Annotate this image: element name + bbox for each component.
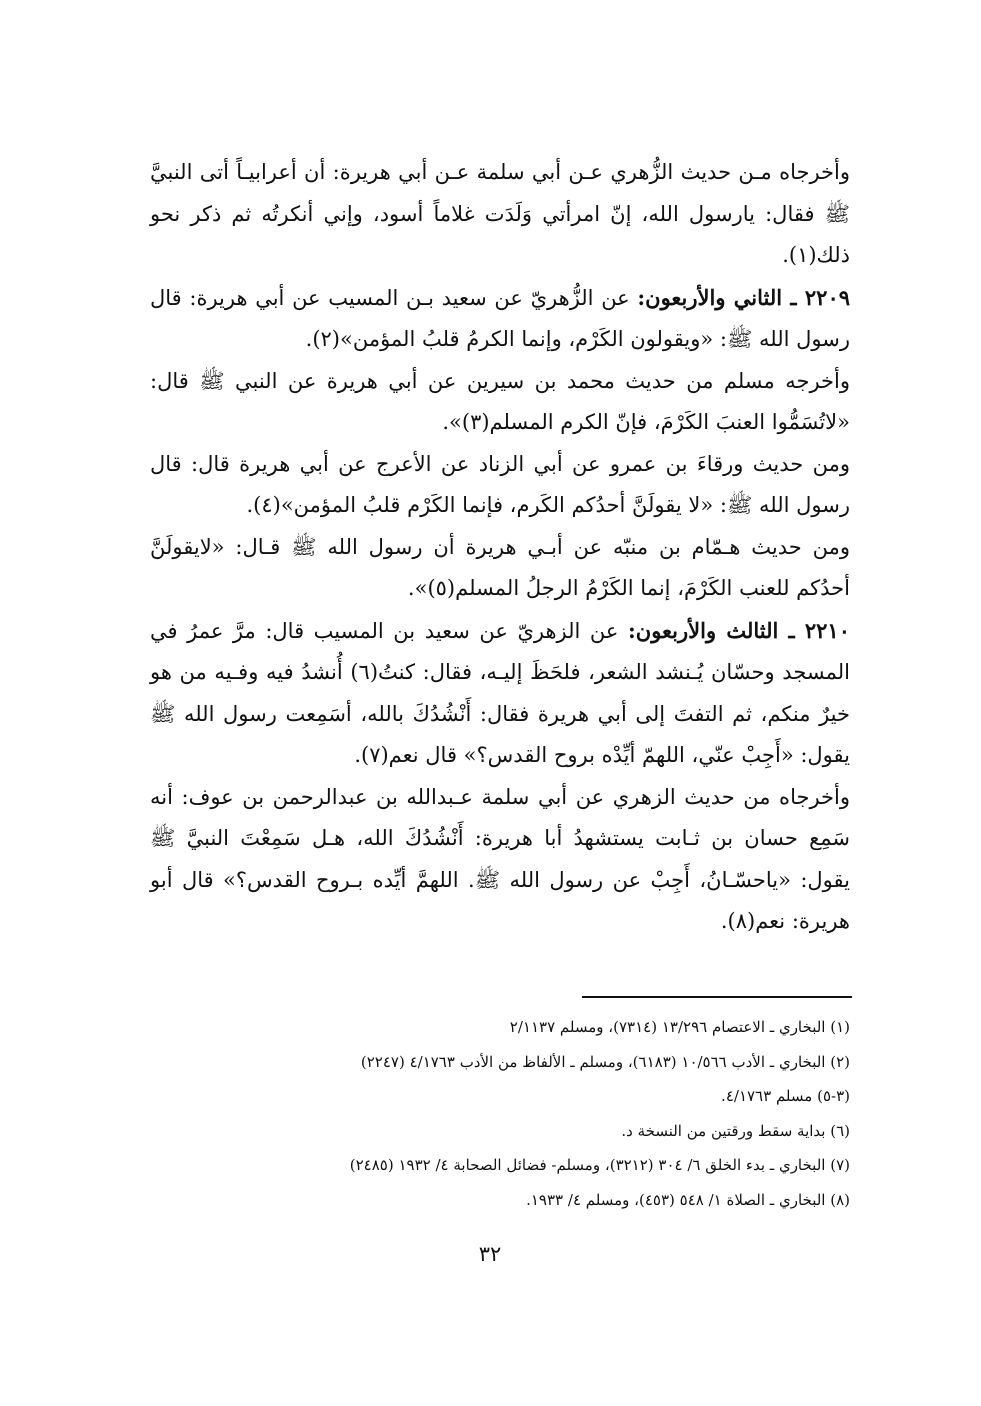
footnote-6: (٦) بداية سقط ورقتين من النسخة د.	[621, 1121, 850, 1140]
footnotes	[150, 1010, 850, 1217]
footnote-8: (٨) البخاري ـ الصلاة ١/ ٥٤٨ (٤٥٣)، ومسلم ٤/ ١٩٣٣.	[526, 1190, 850, 1209]
hadith-2209-text: عن الزُّهريّ عن سعيد بـن المسيب عن أبي هريرة: قال رسول الله ﷺ: «ويقولون الكَرْم، وإنما الكرمُ قلبُ المؤمن»(٢).	[150, 285, 850, 351]
page-number: ٣٢	[478, 1242, 502, 1266]
footnote-7: (٧) البخاري ـ بدء الخلق ٦/ ٣٠٤ (٣٢١٢)، ومسلم- فضائل الصحابة ٤/ ١٩٣٢ (٢٤٨٥)	[349, 1156, 850, 1174]
paragraph-bukhari-muslim-arabi: وأخرجاه مـن حديث الزُّهري عـن أبي سلمة عـن أبي هريرة: أن أعرابيـاً أتى النبيَّ ﷺ فقال: يارسول الله، إنّ امرأتي وَلَدَت غلاماً أسود، وإني أنكرتُه ثم ذكر نحو ذلك(١).	[150, 160, 850, 267]
footnote-1: (١) البخاري ـ الاعتصام ١٣/٢٩٦ (٧٣١٤)، ومسلم ٢/١١٣٧	[509, 1018, 850, 1036]
footnote-separator	[582, 996, 852, 998]
hadith-2210-heading: ٢٢١٠ ـ الثالث والأربعون:	[628, 617, 850, 643]
footnote-3-5: (٣-٥) مسلم ٤/١٧٦٣.	[721, 1087, 850, 1105]
paragraph-warqa: ومن حديث ورقاءَ بن عمرو عن أبي الزناد عن الأعرج عن أبي هريرة قال: قال رسول الله ﷺ: «لا يقولَنَّ أحدُكم الكَرم، فإنما الكَرْم قلبُ المؤمن»(٤).	[150, 451, 850, 517]
paragraph-hammam: ومن حديث هـمّام بن منبّه عن أبـي هريرة أن رسول الله ﷺ قـال: «لايقولَنَّ أحدُكم للعنب الكَرْمَ، إنما الكَرْمُ الرجلُ المسلم(٥)».	[150, 534, 850, 600]
footnote-2: (٢) البخاري ـ الأدب ١٠/٥٦٦ (٦١٨٣)، ومسلم ـ الألفاظ من الأدب ٤/١٧٦٣ (٢٢٤٧)	[360, 1052, 850, 1071]
paragraph-hassan: وأخرجاه من حديث الزهري عن أبي سلمة عـبدالله بن عبدالرحمن بن عوف: أنه سَمِع حسان بن ثـابت يستشهدُ أبا هريرة: أَنْشُدُكَ الله، هـل سَمِعْتَ النبيَّ ﷺ يقول: «ياحسّـانُ، أَجِبْ عن رسول الله ﷺ. اللهمَّ أيِّده بـروح القدس؟» قال أبو هريرة: نعم(٨).	[150, 784, 850, 933]
hadith-2210-text: عن الزهريّ عن سعيد بن المسيب قال: مرَّ عمرُ في المسجد وحسّان يُـنشد الشعر، فلحَظَ إليـه، فقال: كنتُ(٦) أُنشدُ فيه وفـيه من هو خيرٌ منكم، ثم التفتَ إلى أبي هريرة فقال: أَنْشُدُكَ بالله، أسَمِعت رسول الله ﷺ يقول: «أَجِبْ عنّي، اللهمّ أيِّدْه بروح القدس؟» قال نعم(٧).	[150, 618, 850, 767]
hadith-2210	[150, 610, 850, 777]
hadith-2209-heading: ٢٢٠٩ ـ الثاني والأربعون:	[637, 284, 851, 310]
hadith-2209	[150, 277, 850, 361]
paragraph-muslim-ibn-sirin: وأخرجه مسلم من حديث محمد بن سيرين عن أبي هريرة عن النبي ﷺ قال: «لاتُسَمُّوا العنبَ الكَرْمَ، فإنّ الكرم المسلم(٣)».	[150, 368, 850, 434]
main-text	[150, 152, 850, 943]
